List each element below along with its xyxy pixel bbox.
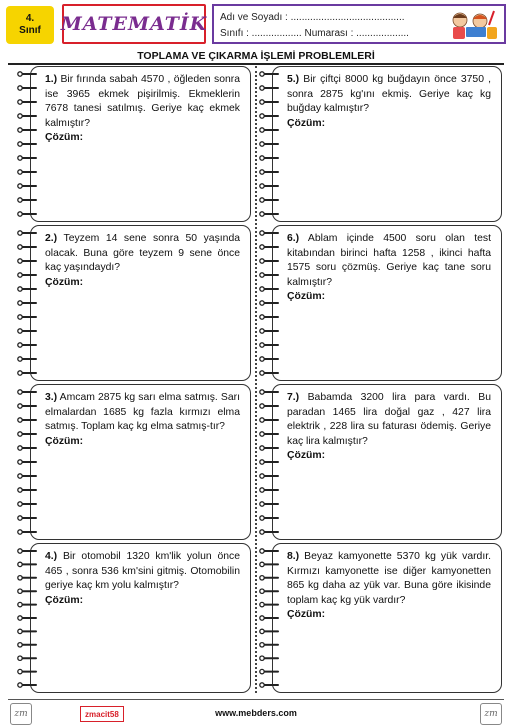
ring-column-1 [16, 66, 38, 222]
student-info-box [212, 4, 506, 44]
author-tag: zmacit58 [80, 706, 124, 722]
problem-text-4 [45, 550, 240, 608]
problem-body-4: Bir otomobil 1320 km'lik yolun önce 465 , sonra 536 km'sini gitmiş. Otomobilin geriye kaç km yolu kalmıştır? [45, 551, 240, 592]
binding-hole [260, 502, 264, 506]
problem-number-3: 3.) [45, 392, 58, 403]
binding-hole [18, 212, 22, 216]
class-number-line: Sınıfı : .................. Numarası : ................... [220, 28, 409, 39]
logo-left: zm [10, 703, 32, 725]
binding-hole [260, 629, 264, 633]
problem-card-6 [272, 225, 502, 381]
binding-hole [18, 128, 22, 132]
problem-text-6 [287, 232, 491, 305]
binding-hole [18, 629, 22, 633]
binding-hole [18, 549, 22, 553]
binding-hole [18, 589, 22, 593]
binding-hole [18, 273, 22, 277]
problem-card-7 [272, 384, 502, 540]
problem-body-5: Bir çiftçi 8000 kg buğdayın önce 3750 , sonra 2875 kg'ını ekmiş. Geriye kaç kg buğday kalmıştır? [287, 74, 491, 115]
solution-label-3: Çözüm: [45, 435, 84, 447]
binding-hole [260, 357, 264, 361]
problem-card-1 [30, 66, 251, 222]
problem-text-7 [287, 391, 491, 464]
binding-hole [18, 488, 22, 492]
solution-label-1: Çözüm: [45, 132, 84, 144]
binding-hole [260, 549, 264, 553]
binding-hole [260, 474, 264, 478]
binding-hole [18, 683, 22, 687]
binding-hole [18, 184, 22, 188]
solution-label-5: Çözüm: [287, 117, 326, 129]
binding-hole [18, 418, 22, 422]
binding-hole [260, 602, 264, 606]
binding-hole [260, 656, 264, 660]
binding-hole [260, 245, 264, 249]
binding-hole [18, 156, 22, 160]
binding-hole [18, 576, 22, 580]
problem-text-2 [45, 232, 240, 290]
binding-hole [260, 86, 264, 90]
binding-hole [18, 562, 22, 566]
binding-hole [18, 86, 22, 90]
problem-number-2: 2.) [45, 233, 58, 244]
binding-hole [18, 114, 22, 118]
binding-hole [260, 329, 264, 333]
binding-hole [260, 530, 264, 534]
binding-hole [18, 530, 22, 534]
subject-title: MATEMATİK [60, 13, 208, 35]
binding-hole [18, 198, 22, 202]
binding-hole [18, 516, 22, 520]
problem-card-3 [30, 384, 251, 540]
binding-hole [260, 212, 264, 216]
logo-right: zm [480, 703, 502, 725]
binding-hole [18, 231, 22, 235]
solution-label-4: Çözüm: [45, 594, 84, 606]
binding-hole [18, 460, 22, 464]
solution-label-8: Çözüm: [287, 609, 326, 621]
binding-hole [18, 315, 22, 319]
binding-hole [18, 643, 22, 647]
problem-number-4: 4.) [45, 551, 58, 562]
problem-body-2: Teyzem 14 sene sonra 50 yaşında olacak. Buna göre teyzem 9 sene önce kaç yaşındaydı? [45, 233, 241, 274]
problem-body-1: Bir fırında sabah 4570 , öğleden sonra ise 3965 ekmek pişirilmiş. Ekmeklerin 7678 tanesi satılmış. Geriye kaç ekmek kalmıştır? [45, 74, 241, 129]
problem-text-3 [45, 391, 240, 449]
binding-hole [260, 343, 264, 347]
binding-hole [18, 287, 22, 291]
website-link[interactable]: www.mebders.com [215, 708, 297, 718]
binding-hole [260, 170, 264, 174]
binding-hole [260, 616, 264, 620]
binding-hole [260, 259, 264, 263]
ring-column-5 [258, 66, 280, 222]
footer-rule [8, 699, 504, 700]
binding-hole [260, 460, 264, 464]
binding-hole [18, 404, 22, 408]
binding-hole [18, 343, 22, 347]
problem-number-5: 5.) [287, 74, 300, 85]
binding-hole [260, 315, 264, 319]
problem-text-8 [287, 550, 491, 623]
binding-hole [18, 259, 22, 263]
binding-hole [260, 643, 264, 647]
binding-hole [260, 576, 264, 580]
binding-hole [260, 301, 264, 305]
problem-number-6: 6.) [287, 233, 300, 244]
solution-label-7: Çözüm: [287, 450, 326, 462]
problem-number-1: 1.) [45, 74, 58, 85]
binding-hole [260, 198, 264, 202]
binding-hole [260, 562, 264, 566]
problem-number-7: 7.) [287, 392, 300, 403]
binding-hole [18, 446, 22, 450]
name-line: Adı ve Soyadı : ......................................... [220, 12, 405, 23]
binding-hole [260, 273, 264, 277]
binding-hole [260, 488, 264, 492]
binding-hole [18, 432, 22, 436]
binding-hole [18, 474, 22, 478]
binding-hole [18, 329, 22, 333]
binding-hole [260, 432, 264, 436]
binding-hole [260, 114, 264, 118]
binding-hole [18, 100, 22, 104]
binding-hole [18, 72, 22, 76]
binding-hole [18, 502, 22, 506]
binding-hole [18, 371, 22, 375]
binding-hole [260, 371, 264, 375]
ring-column-2 [16, 225, 38, 381]
problem-body-6: Ablam içinde 4500 soru olan test kitabından birinci hafta 1258 , ikinci hafta 1575 soru çözmüş. Geriye kaç tane soru kalmıştır? [287, 233, 491, 288]
binding-hole [18, 245, 22, 249]
problem-body-3: Amcam 2875 kg sarı elma satmış. Sarı elmalardan 1685 kg fazla kırmızı elma satmış. Toplam kaç kg elma satmış-tır? [45, 392, 240, 433]
binding-hole [18, 390, 22, 394]
binding-hole [260, 184, 264, 188]
binding-hole [260, 142, 264, 146]
column-divider [255, 66, 257, 693]
ring-column-4 [16, 543, 38, 693]
grade-badge [6, 6, 54, 44]
binding-hole [18, 301, 22, 305]
problem-body-8: Beyaz kamyonette 5370 kg yük vardır. Kırmızı kamyonette ise diğer kamyonetten 865 kg daha az yük var. Buna göre ikisinde toplam kaç kg yük vardır? [287, 551, 491, 606]
children-reading-icon [444, 9, 500, 41]
binding-hole [260, 100, 264, 104]
ring-column-6 [258, 225, 280, 381]
subject-title-box [62, 4, 206, 44]
binding-hole [18, 602, 22, 606]
binding-hole [18, 616, 22, 620]
binding-hole [260, 683, 264, 687]
problem-text-5 [287, 73, 491, 131]
binding-hole [260, 446, 264, 450]
solution-label-6: Çözüm: [287, 291, 326, 303]
problem-number-8: 8.) [287, 551, 300, 562]
grade-number: 4. [25, 13, 35, 24]
problem-card-8 [272, 543, 502, 693]
binding-hole [18, 656, 22, 660]
binding-hole [18, 170, 22, 174]
worksheet-subtitle: TOPLAMA VE ÇIKARMA İŞLEMİ PROBLEMLERİ [137, 50, 375, 62]
binding-hole [260, 156, 264, 160]
binding-hole [260, 390, 264, 394]
ring-column-8 [258, 543, 280, 693]
binding-hole [18, 357, 22, 361]
binding-hole [260, 589, 264, 593]
grade-label: Sınıf [19, 25, 41, 36]
ring-column-7 [258, 384, 280, 540]
binding-hole [18, 142, 22, 146]
ring-column-3 [16, 384, 38, 540]
problem-card-2 [30, 225, 251, 381]
binding-hole [260, 516, 264, 520]
binding-hole [260, 669, 264, 673]
binding-hole [18, 669, 22, 673]
binding-hole [260, 72, 264, 76]
problem-card-5 [272, 66, 502, 222]
solution-label-2: Çözüm: [45, 276, 84, 288]
problem-card-4 [30, 543, 251, 693]
binding-hole [260, 231, 264, 235]
binding-hole [260, 418, 264, 422]
problem-body-7: Babamda 3200 lira para vardı. Bu paradan 1465 lira doğal gaz , 427 lira elektrik , 228 lira su faturası ödemiş. Geriye kaç lira kalmıştır? [287, 392, 491, 447]
problem-text-1 [45, 73, 240, 146]
binding-hole [260, 128, 264, 132]
subtitle-underline [8, 63, 504, 65]
binding-hole [260, 287, 264, 291]
binding-hole [260, 404, 264, 408]
